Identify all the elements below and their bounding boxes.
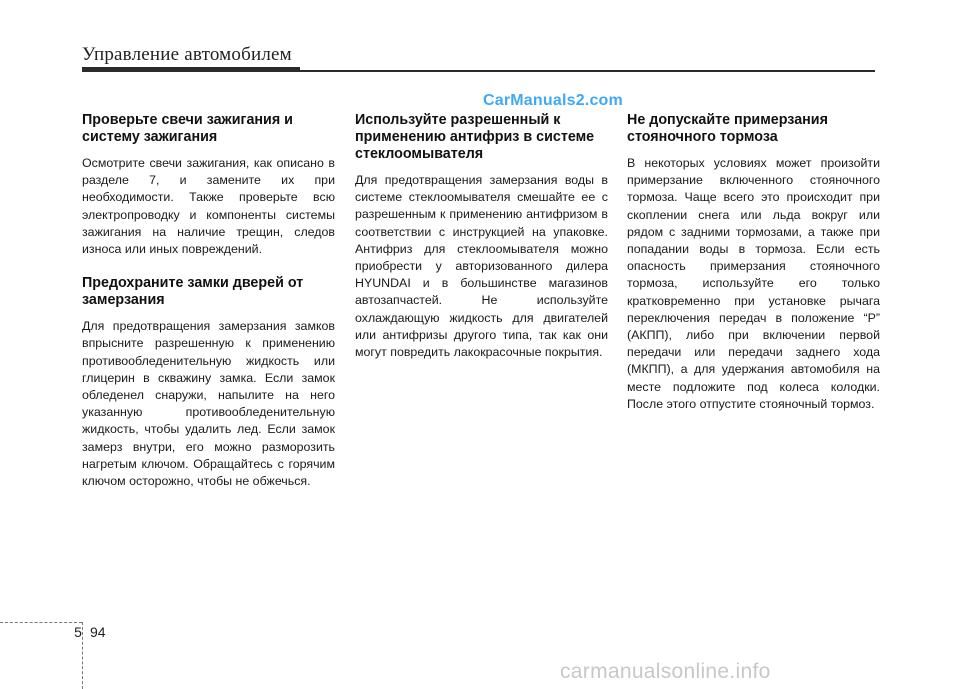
watermark-bottom: carmanualsonline.info <box>560 660 771 683</box>
section-heading: Используйте разрешенный к применению антифриз в системе стеклоомывателя <box>355 112 595 162</box>
section-parking-brake <box>627 112 880 413</box>
section-text: Осмотрите свечи зажигания, как описано в разделе 7, и замените их при необходимости. Также проверьте всю электропроводку и компоненты системы зажигания на наличие трещин, следов износа или иных повреждений. <box>82 156 335 257</box>
section-title: Управление автомобилем <box>82 44 292 65</box>
watermark-link[interactable]: CarManuals2.com <box>483 92 623 109</box>
section-text: Для предотвращения замерзания воды в системе стеклоомывателя смешайте ее с разрешенным к применению антифризом в соответствии с инструкцией на упаковке. Антифриз для стеклоомывателя можно приобрести у авторизованного дилера HYUNDAI и в большинстве магазинов автозапчастей. Не используйте охлаждающую жидкость для двигателей или антифризы другого типа, так как они могут повредить лакокрасочные покрытия. <box>355 173 608 360</box>
header-rule <box>82 70 875 72</box>
section-spark-plugs <box>82 112 335 258</box>
footer-dashed-line <box>0 622 82 623</box>
section-number: 5 <box>74 624 82 640</box>
section-door-locks <box>82 275 335 490</box>
column-middle <box>355 112 608 361</box>
column-right <box>627 112 880 413</box>
section-washer-antifreeze <box>355 112 608 361</box>
section-text: В некоторых условиях может произойти примерзание включенного стояночного тормоза. Чаще всего это происходит при скоплении снега или льда вокруг или рядом с задними тормозами, а также при попадании воды в тормоза. Если есть опасность примерзания стояночного тормоза, используйте его только кратковременно при установке рычага переключения передач в положение “P” (АКПП), либо при включении первой передачи или передачи заднего хода (МКПП), а для удержания автомобиля на месте подложите под колеса колодки. После этого отпустите стояночный тормоз. <box>627 156 880 411</box>
section-text: Для предотвращения замерзания замков впрысните разрешенную к применению противообледенительную жидкость или глицерин в скважину замка. Если замок обледенел снаружи, напылите на него указанную противообледенительную жидкость, чтобы удалить лед. Если замок замерз внутри, его можно разморозить нагретым ключом. Обращайтесь с горячим ключом осторожно, чтобы не обжечься. <box>82 319 335 489</box>
section-heading: Предохраните замки дверей от замерзания <box>82 275 304 309</box>
page-number <box>72 624 106 640</box>
column-left <box>82 112 335 490</box>
section-heading: Не допускайте примерзания стояночного тормоза <box>627 112 828 145</box>
page-number-value: 94 <box>90 624 106 640</box>
section-heading: Проверьте свечи зажигания и систему зажигания <box>82 112 293 145</box>
